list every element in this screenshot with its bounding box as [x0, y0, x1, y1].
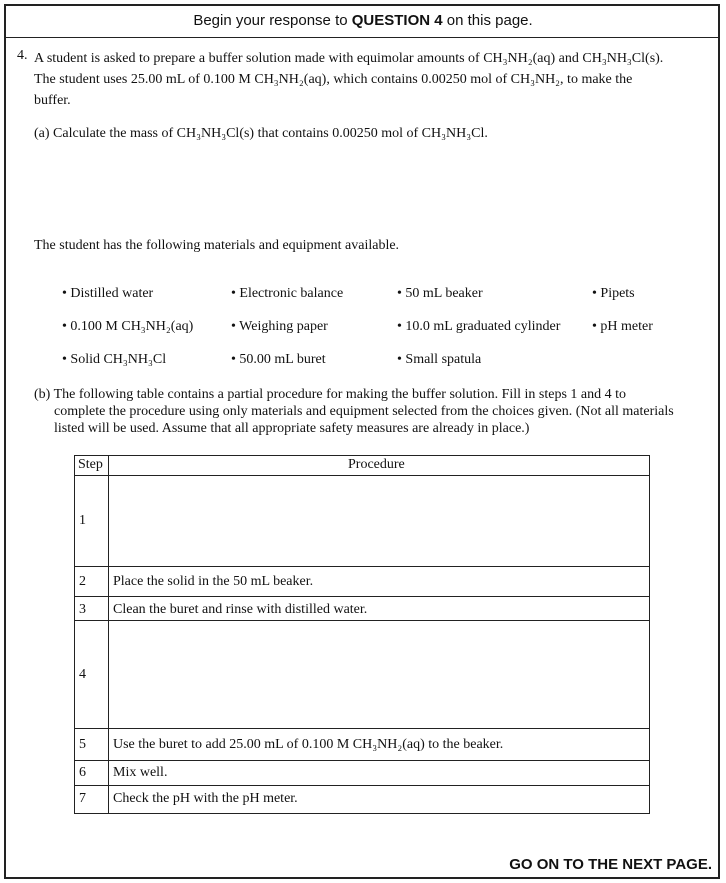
- footer-next-page: GO ON TO THE NEXT PAGE.: [509, 856, 712, 873]
- table-procedure-text: Check the pH with the pH meter.: [113, 791, 298, 806]
- material-item: • Solid CH₃NH₃Cl: [62, 352, 167, 367]
- material-item: • Pipets: [592, 286, 635, 301]
- part-b-prompt: (b) The following table contains a partial procedure for making the buffer solution. Fill in steps 1 and 4 to complete the procedure using only materials and equipment selected from the choices given. (Not all materials listed will be used. Assume that all appropriate safety measures are already in place.): [34, 387, 674, 436]
- table-header-divider: [74, 475, 650, 476]
- table-procedure-text: Place the solid in the 50 mL beaker.: [113, 574, 314, 589]
- table-procedure-text: Clean the buret and rinse with distilled water.: [113, 602, 368, 617]
- step-4-answer-area[interactable]: [113, 630, 643, 720]
- table-procedure-text: Mix well.: [113, 765, 168, 780]
- part-a-prompt: (a) Calculate the mass of CH₃NH₃Cl(s) that contains 0.00250 mol of CH₃NH₃Cl.: [34, 126, 488, 141]
- table-row-divider: [74, 566, 650, 567]
- table-row-divider: [74, 728, 650, 729]
- table-step-number: 5: [79, 737, 86, 752]
- table-header-procedure: Procedure: [348, 457, 405, 472]
- header-divider: [6, 37, 718, 38]
- table-step-number: 1: [79, 513, 86, 528]
- material-item: • Distilled water: [62, 286, 154, 301]
- material-item: • Electronic balance: [231, 286, 344, 301]
- table-row-divider: [74, 620, 650, 621]
- table-row-divider: [74, 596, 650, 597]
- material-item: • Small spatula: [397, 352, 482, 367]
- table-step-number: 6: [79, 765, 86, 780]
- table-header-step: Step: [78, 457, 103, 472]
- question-number: 4.: [17, 48, 28, 63]
- table-step-number: 3: [79, 602, 86, 617]
- material-item: • 10.0 mL graduated cylinder: [397, 319, 561, 334]
- table-step-number: 4: [79, 667, 86, 682]
- table-step-number: 2: [79, 574, 86, 589]
- materials-intro: The student has the following materials and equipment available.: [34, 238, 400, 253]
- table-procedure-text: Use the buret to add 25.00 mL of 0.100 M CH₃NH₂(aq) to the beaker.: [113, 737, 504, 752]
- table-row-divider: [74, 785, 650, 786]
- table-step-number: 7: [79, 791, 86, 806]
- material-item: • 50.00 mL buret: [231, 352, 326, 367]
- material-item: • Weighing paper: [231, 319, 328, 334]
- table-row-divider: [74, 760, 650, 761]
- material-item: • pH meter: [592, 319, 653, 334]
- page-header: Begin your response to QUESTION 4 on this page.: [193, 12, 533, 29]
- material-item: • 50 mL beaker: [397, 286, 483, 301]
- step-1-answer-area[interactable]: [113, 485, 643, 560]
- question-intro: A student is asked to prepare a buffer solution made with equimolar amounts of CH₃NH₂(aq) and CH₃NH₃Cl(s). The student uses 25.00 mL of 0.100 M CH₃NH₂(aq), which contains 0.00250 mol of CH₃NH₂, to make the buffer.: [34, 51, 664, 108]
- material-item: • 0.100 M CH₃NH₂(aq): [62, 319, 194, 334]
